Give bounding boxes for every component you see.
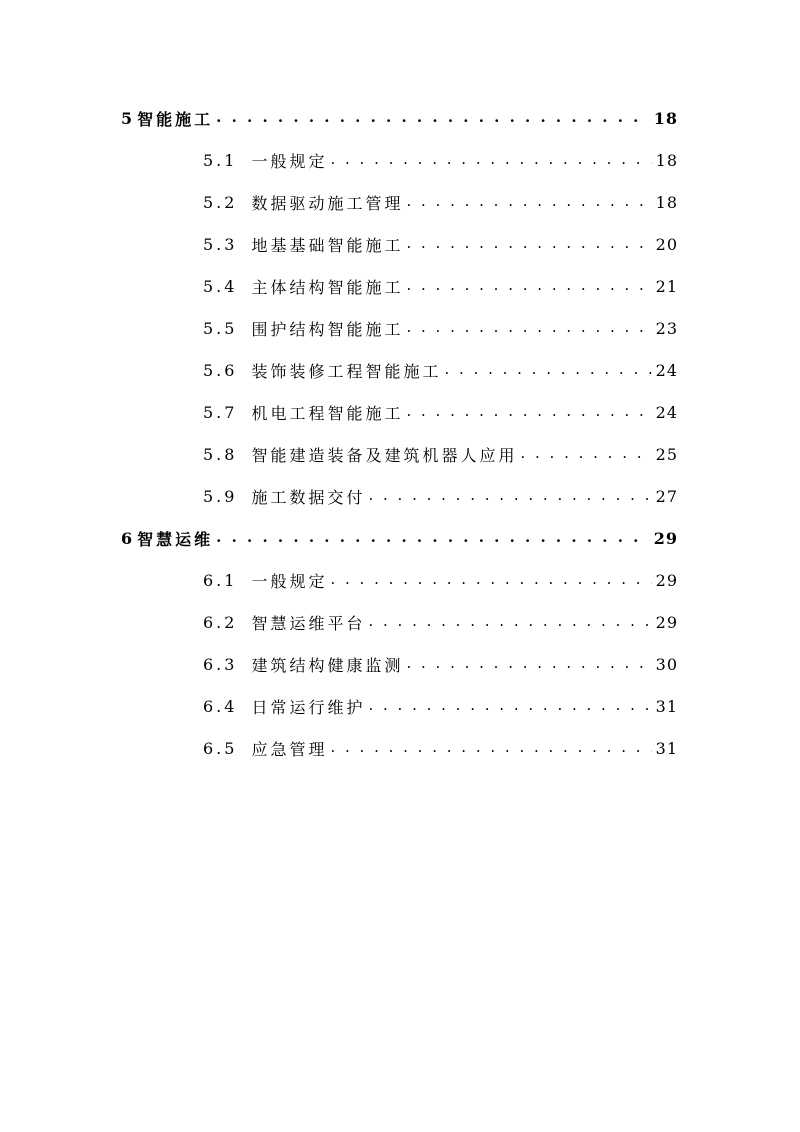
- toc-entry-number: 5.5: [203, 318, 238, 338]
- dot-leader: [330, 565, 651, 595]
- toc-entry-page: 23: [655, 318, 678, 338]
- toc-entry-number: 5.8: [203, 444, 238, 464]
- toc-entry-page: 24: [655, 360, 678, 380]
- toc-entry-5-6[interactable]: [203, 355, 678, 385]
- toc-entry-6-2[interactable]: [203, 607, 678, 637]
- toc-entry-page: 20: [655, 234, 678, 254]
- toc-entry-5-4[interactable]: [203, 271, 678, 301]
- toc-entry-page: 21: [655, 276, 678, 296]
- toc-entry-title: 智慧运维平台: [251, 613, 366, 633]
- toc-entry-page: 27: [655, 486, 678, 506]
- toc-entry-page: 29: [653, 528, 678, 548]
- toc-entry-number: 5.4: [203, 276, 238, 296]
- toc-entry-number: 5.7: [203, 402, 238, 422]
- toc-entry-page: 29: [655, 612, 678, 632]
- toc-entry-title: 装饰装修工程智能施工: [251, 361, 442, 381]
- toc-entry-5-8[interactable]: [203, 439, 678, 469]
- toc-entry-number: 5.9: [203, 486, 238, 506]
- dot-leader: [330, 733, 651, 763]
- dot-leader: [406, 649, 651, 679]
- toc-entry-title: 一般规定: [251, 571, 328, 591]
- toc-entry-5-3[interactable]: [203, 229, 678, 259]
- toc-entry-title: 智慧运维: [137, 529, 214, 549]
- dot-leader: [368, 481, 651, 511]
- dot-leader: [406, 229, 651, 259]
- toc-entry-title: 主体结构智能施工: [251, 277, 404, 297]
- toc-entry-title: 日常运行维护: [251, 697, 366, 717]
- toc-entry-page: 30: [655, 654, 678, 674]
- toc-entry-number: 5: [121, 108, 136, 128]
- dot-leader: [368, 691, 651, 721]
- toc-entry-title: 围护结构智能施工: [251, 319, 404, 339]
- toc-entry-number: 5.1: [203, 150, 238, 170]
- toc-entry-5-5[interactable]: [203, 313, 678, 343]
- toc-entry-title: 机电工程智能施工: [251, 403, 404, 423]
- toc-entry-number: 6: [121, 528, 136, 548]
- toc-entry-title: 智能建造装备及建筑机器人应用: [251, 445, 518, 465]
- dot-leader: [216, 523, 650, 553]
- toc-entry-page: 24: [655, 402, 678, 422]
- toc-entry-5-7[interactable]: [203, 397, 678, 427]
- toc-entry-chapter-6[interactable]: [121, 523, 678, 553]
- toc-entry-title: 施工数据交付: [251, 487, 366, 507]
- toc-entry-6-4[interactable]: [203, 691, 678, 721]
- toc-entry-title: 建筑结构健康监测: [251, 655, 404, 675]
- toc-entry-5-2[interactable]: [203, 187, 678, 217]
- dot-leader: [406, 313, 651, 343]
- toc-entry-number: 6.1: [203, 570, 238, 590]
- toc-entry-page: 31: [655, 696, 678, 716]
- toc-entry-number: 6.2: [203, 612, 238, 632]
- toc-entry-5-1[interactable]: [203, 145, 678, 175]
- dot-leader: [406, 187, 651, 217]
- toc-entry-6-5[interactable]: [203, 733, 678, 763]
- toc-entry-number: 6.3: [203, 654, 238, 674]
- toc-entry-6-1[interactable]: [203, 565, 678, 595]
- toc-entry-title: 地基基础智能施工: [251, 235, 404, 255]
- toc-entry-page: 29: [655, 570, 678, 590]
- dot-leader: [368, 607, 651, 637]
- toc-entry-page: 18: [655, 192, 678, 212]
- dot-leader: [216, 103, 650, 133]
- dot-leader: [444, 355, 651, 385]
- dot-leader: [406, 271, 651, 301]
- toc-entry-title: 数据驱动施工管理: [251, 193, 404, 213]
- toc-entry-number: 5.3: [203, 234, 238, 254]
- dot-leader: [330, 145, 651, 175]
- dot-leader: [406, 397, 651, 427]
- toc-entry-5-9[interactable]: [203, 481, 678, 511]
- toc-entry-number: 6.4: [203, 696, 238, 716]
- toc-entry-page: 18: [653, 108, 678, 128]
- toc-entry-number: 6.5: [203, 738, 238, 758]
- toc-entry-page: 18: [655, 150, 678, 170]
- toc-entry-6-3[interactable]: [203, 649, 678, 679]
- toc-entry-title: 应急管理: [251, 739, 328, 759]
- toc-entry-page: 25: [655, 444, 678, 464]
- toc-entry-page: 31: [655, 738, 678, 758]
- toc-entry-title: 一般规定: [251, 151, 328, 171]
- toc-entry-title: 智能施工: [137, 109, 214, 129]
- toc-entry-number: 5.6: [203, 360, 238, 380]
- toc-entry-number: 5.2: [203, 192, 238, 212]
- dot-leader: [520, 439, 651, 469]
- toc-entry-chapter-5[interactable]: [121, 103, 678, 133]
